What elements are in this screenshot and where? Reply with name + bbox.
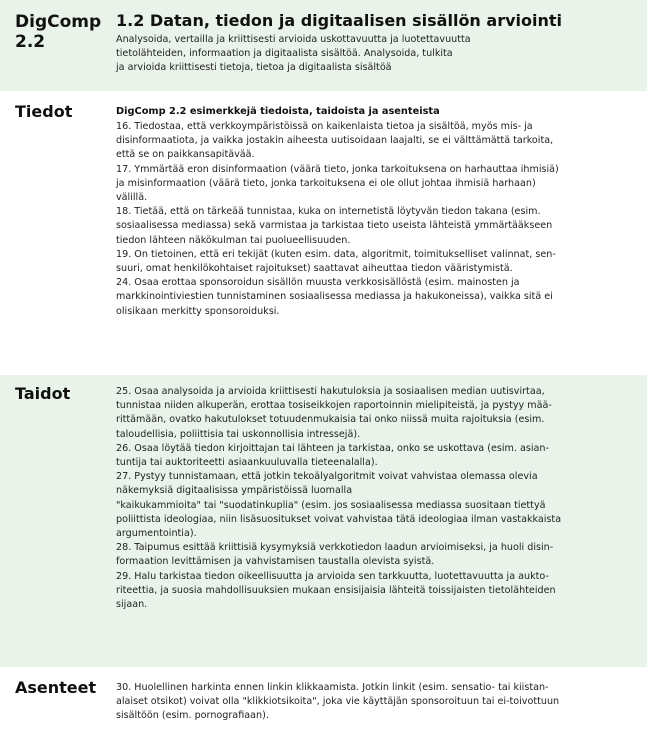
knowledge-section [0, 93, 647, 373]
list-line: välillä. [116, 192, 148, 204]
list-line: sijaan. [116, 599, 148, 611]
framework-label [15, 12, 105, 52]
description-line: tietolähteiden, informaation ja digitaalista sisältöä. Analysoida, tulkita [116, 48, 453, 60]
list-line: suuri, omat henkilökohtaiset rajoitukset) saattavat aiheuttaa tiedon vääristymistä. [116, 263, 513, 275]
list-line: formaation levittämisen ja vahvistamisen taustalla olevista syistä. [116, 556, 435, 568]
list-line: 16. Tiedostaa, että verkkoympäristöissä on kaikenlaista tietoa ja sisältöä, myös mis- ja [116, 121, 533, 132]
skills-list [116, 385, 633, 612]
knowledge-label: Tiedot [15, 102, 73, 121]
list-line: 29. Halu tarkistaa tiedon oikeellisuutta ja arvioida sen tarkkuutta, luotettavuutta ja aukto- [116, 570, 549, 582]
attitudes-section [0, 669, 647, 740]
list-line: sisältöön (esim. pornografiaan). [116, 710, 269, 722]
list-line: riteettia, ja suosia mahdollisuuksien mukaan ensisijaisia lähteitä toissijaisten tietolähteiden [116, 584, 556, 596]
knowledge-list [116, 120, 633, 319]
knowledge-content [116, 93, 633, 319]
attitudes-list [116, 681, 633, 724]
list-line: 25. Osaa analysoida ja arvioida kriittisesti hakutuloksia ja sosiaalisen median uutisvirtaa, [116, 386, 545, 397]
description-line: Analysoida, vertailla ja kriittisesti arvioida uskottavuutta ja luotettavuutta [116, 34, 471, 45]
list-line: "kaikukammioita" tai "suodatinkuplia" (esim. jos sosiaalisessa mediassa suositaan tiettyä [116, 499, 546, 511]
list-line: ja misinformaation (väärä tieto, jonka tarkoituksena ei ole ollut johtaa ihmisiä harhaan) [116, 177, 536, 189]
list-line: 19. On tietoinen, että eri tekijät (kuten esim. data, algoritmit, toimitukselliset valinnat, sen- [116, 248, 556, 260]
list-line: taloudellisia, poliittisia tai uskonnollisia intressejä). [116, 428, 361, 440]
skills-content [116, 385, 633, 612]
list-line: 28. Taipumus esittää kriittisiä kysymyksiä verkkotiedon laadun arvioimiseksi, ja huoli disin- [116, 542, 554, 554]
framework-label-line1: DigComp [15, 12, 102, 32]
list-line: 30. Huolellinen harkinta ennen linkin klikkaamista. Jotkin linkit (esim. sensatio- tai kiistan- [116, 682, 549, 693]
list-line: argumentointia). [116, 528, 197, 540]
attitudes-label: Asenteet [15, 678, 97, 697]
list-line: alaiset otsikot) voivat olla "klikkiotsikoita", joka vie käyttäjän sponsoroituun tai ei-toivottuun [116, 696, 560, 708]
header-content [116, 0, 633, 76]
framework-label-line2: 2.2 [15, 32, 46, 52]
list-line: että se on paikkansapitävää. [116, 149, 255, 161]
examples-subtitle: DigComp 2.2 esimerkkejä tiedoista, taidoista ja asenteista [116, 106, 440, 117]
competence-description [116, 33, 633, 76]
description-line: ja arvioida kriittisesti tietoja, tietoa ja digitaalista sisältöä [116, 62, 392, 74]
list-line: 24. Osaa erottaa sponsoroidun sisällön muusta verkkosisällöstä (esim. mainosten ja [116, 277, 520, 289]
competence-title: 1.2 Datan, tiedon ja digitaalisen sisällön arviointi [116, 11, 562, 30]
list-line: 18. Tietää, että on tärkeää tunnistaa, kuka on internetistä löytyvän tiedon takana (esim. [116, 206, 541, 218]
list-line: disinformaatiota, ja vaikka jostakin aiheesta uutisoidaan laajalti, se ei välttämättä tarkoita, [116, 135, 554, 147]
attitudes-content [116, 681, 633, 724]
list-line: 17. Ymmärtää eron disinformaation (väärä tieto, jonka tarkoituksena on harhauttaa ihmisiä) [116, 163, 559, 175]
list-line: markkinointiviestien tunnistaminen sosiaalisessa mediassa ja hakukoneissa), vaikka sitä ei [116, 291, 553, 303]
header-section [0, 0, 647, 91]
list-line: olisikaan merkitty sponsoroiduksi. [116, 305, 280, 317]
list-line: tunnistaa niiden alkuperän, erottaa tosiseikkojen raportoinnin mielipiteistä, ja pystyy mää- [116, 400, 552, 412]
skills-label: Taidot [15, 384, 71, 403]
list-line: tiedon lähteen näkökulman tai puolueellisuuden. [116, 234, 351, 246]
list-line: sosiaalisessa mediassa) sekä varmistaa ja tarkistaa tieto useista lähteistä ymmärtääkseen [116, 220, 553, 232]
list-line: näkemyksiä digitaalisissa ympäristöissä luomalla [116, 485, 353, 497]
skills-section [0, 375, 647, 667]
list-line: rittämään, ovatko hakutulokset totuudenmukaisia tai onko niissä muita rajoituksia (esim. [116, 414, 545, 426]
list-line: 27. Pystyy tunnistamaan, että jotkin tekoälyalgoritmit voivat vahvistaa olemassa olevia [116, 471, 538, 483]
list-line: poliittista ideologiaa, niin lisäsuositukset voivat vahvistaa tätä ideologiaa ilman vastakkaista [116, 513, 562, 525]
list-line: 26. Osaa löytää tiedon kirjoittajan tai lähteen ja tarkistaa, onko se uskottava (esim. asian- [116, 442, 549, 454]
list-line: tuntija tai auktoriteetti asiaankuuluvalla tieteenalalla). [116, 457, 378, 469]
